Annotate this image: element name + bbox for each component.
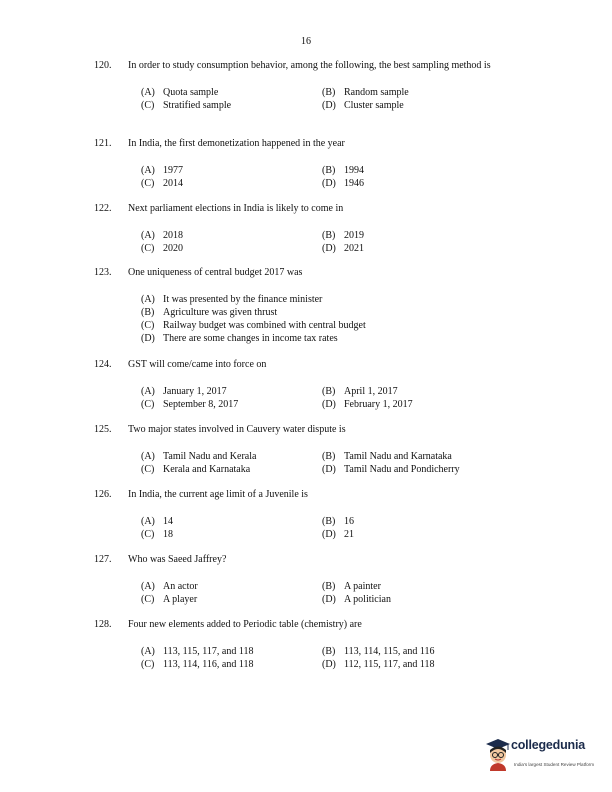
option-letter: (C)	[141, 399, 155, 410]
option-d	[322, 398, 503, 411]
option-text: 113, 114, 116, and 118	[163, 659, 254, 670]
options	[141, 580, 534, 606]
option-text: Stratified sample	[163, 100, 232, 111]
option-text: 14	[163, 516, 173, 527]
option-d	[322, 99, 503, 112]
option-d	[322, 528, 503, 541]
question-number: 128.	[94, 619, 112, 630]
collegedunia-logo[interactable]	[484, 737, 604, 773]
option-letter: (B)	[322, 581, 336, 592]
option-letter: (B)	[322, 230, 336, 241]
option-letter: (A)	[141, 646, 155, 657]
option-text: 18	[163, 529, 173, 540]
options	[141, 385, 534, 411]
options	[141, 515, 534, 541]
option-letter: (A)	[141, 294, 155, 305]
option-c	[141, 463, 322, 476]
options	[141, 293, 534, 345]
option-letter: (C)	[141, 529, 155, 540]
question-125	[94, 423, 534, 476]
option-text: 16	[344, 516, 354, 527]
options	[141, 86, 534, 112]
option-c	[141, 528, 322, 541]
option-c	[141, 177, 322, 190]
option-d	[322, 242, 503, 255]
option-letter: (D)	[141, 333, 155, 344]
option-c	[141, 658, 322, 671]
option-c	[141, 398, 322, 411]
option-letter: (D)	[322, 659, 336, 670]
option-text: An actor	[163, 581, 198, 592]
option-letter: (D)	[322, 594, 336, 605]
option-letter: (B)	[322, 451, 336, 462]
question-text: In order to study consumption behavior, among the following, the best sampling method is	[128, 60, 491, 71]
option-letter: (C)	[141, 464, 155, 475]
option-d	[322, 658, 503, 671]
option-a	[141, 86, 322, 99]
option-text: 21	[344, 529, 354, 540]
option-letter: (D)	[322, 243, 336, 254]
option-letter: (A)	[141, 386, 155, 397]
question-128	[94, 618, 534, 671]
question-number: 121.	[94, 138, 112, 149]
option-letter: (B)	[322, 165, 336, 176]
option-letter: (B)	[322, 386, 336, 397]
option-a	[141, 645, 322, 658]
question-124	[94, 358, 534, 411]
question-number: 123.	[94, 267, 112, 278]
option-text: Tamil Nadu and Karnataka	[344, 451, 452, 462]
question-text: In India, the current age limit of a Juvenile is	[128, 489, 308, 500]
question-121	[94, 137, 534, 190]
option-letter: (B)	[322, 87, 336, 98]
option-letter: (B)	[141, 307, 155, 318]
option-a	[141, 580, 322, 593]
option-letter: (D)	[322, 464, 336, 475]
option-a	[141, 164, 322, 177]
option-a	[141, 385, 322, 398]
question-number: 127.	[94, 554, 112, 565]
logo-tagline: India's largest Student Review Platform	[514, 762, 595, 767]
option-b	[322, 645, 503, 658]
logo-wordmark: collegedunia	[511, 738, 586, 752]
option-text: January 1, 2017	[163, 386, 227, 397]
option-letter: (A)	[141, 87, 155, 98]
question-120	[94, 59, 534, 112]
question-text: Next parliament elections in India is likely to come in	[128, 203, 344, 214]
option-text: A politician	[344, 594, 391, 605]
option-letter: (C)	[141, 100, 155, 111]
option-text: 2014	[163, 178, 183, 189]
option-text: A player	[163, 594, 198, 605]
option-c	[141, 242, 322, 255]
option-letter: (D)	[322, 529, 336, 540]
option-c	[141, 319, 471, 332]
option-letter: (B)	[322, 516, 336, 527]
option-text: 113, 114, 115, and 116	[344, 646, 435, 657]
question-127	[94, 553, 534, 606]
option-text: Cluster sample	[344, 100, 404, 111]
option-text: Tamil Nadu and Pondicherry	[344, 464, 460, 475]
option-text: 112, 115, 117, and 118	[344, 659, 435, 670]
question-number: 126.	[94, 489, 112, 500]
option-b	[322, 580, 503, 593]
option-a	[141, 515, 322, 528]
option-letter: (C)	[141, 178, 155, 189]
question-text: Two major states involved in Cauvery water dispute is	[128, 424, 346, 435]
option-text: 1946	[344, 178, 364, 189]
option-text: 1977	[163, 165, 183, 176]
option-text: 2021	[344, 243, 364, 254]
question-text: Who was Saeed Jaffrey?	[128, 554, 227, 565]
option-letter: (A)	[141, 230, 155, 241]
option-text: Quota sample	[163, 87, 219, 98]
option-text: 113, 115, 117, and 118	[163, 646, 254, 657]
option-d	[322, 463, 503, 476]
option-text: February 1, 2017	[344, 399, 413, 410]
option-b	[322, 515, 503, 528]
option-b	[322, 164, 503, 177]
mascot-icon	[484, 737, 512, 771]
option-b	[322, 385, 503, 398]
option-text: 2018	[163, 230, 183, 241]
question-number: 122.	[94, 203, 112, 214]
option-b	[141, 306, 471, 319]
option-text: There are some changes in income tax rates	[163, 333, 338, 344]
option-text: It was presented by the finance minister	[163, 294, 323, 305]
option-c	[141, 99, 322, 112]
option-b	[322, 450, 503, 463]
question-text: In India, the first demonetization happened in the year	[128, 138, 345, 149]
option-letter: (D)	[322, 178, 336, 189]
question-text: Four new elements added to Periodic table (chemistry) are	[128, 619, 362, 630]
option-text: A painter	[344, 581, 381, 592]
option-letter: (A)	[141, 581, 155, 592]
option-a	[141, 293, 471, 306]
options	[141, 450, 534, 476]
option-c	[141, 593, 322, 606]
question-123	[94, 266, 534, 345]
option-letter: (C)	[141, 320, 155, 331]
option-letter: (B)	[322, 646, 336, 657]
option-letter: (C)	[141, 243, 155, 254]
option-a	[141, 229, 322, 242]
option-d	[322, 593, 503, 606]
options	[141, 229, 534, 255]
option-letter: (C)	[141, 594, 155, 605]
page-number: 16	[301, 36, 311, 47]
option-letter: (A)	[141, 165, 155, 176]
question-text: One uniqueness of central budget 2017 was	[128, 267, 303, 278]
option-letter: (D)	[322, 399, 336, 410]
option-letter: (A)	[141, 516, 155, 527]
option-letter: (C)	[141, 659, 155, 670]
option-text: Random sample	[344, 87, 409, 98]
options	[141, 164, 534, 190]
question-126	[94, 488, 534, 541]
option-text: 1994	[344, 165, 364, 176]
options	[141, 645, 534, 671]
question-number: 125.	[94, 424, 112, 435]
option-d	[322, 177, 503, 190]
option-text: Kerala and Karnataka	[163, 464, 251, 475]
option-d	[141, 332, 471, 345]
option-b	[322, 229, 503, 242]
option-text: Agriculture was given thrust	[163, 307, 278, 318]
option-text: September 8, 2017	[163, 399, 239, 410]
option-text: 2019	[344, 230, 364, 241]
option-text: Railway budget was combined with central budget	[163, 320, 366, 331]
question-122	[94, 202, 534, 255]
option-letter: (D)	[322, 100, 336, 111]
option-text: 2020	[163, 243, 183, 254]
option-letter: (A)	[141, 451, 155, 462]
option-text: April 1, 2017	[344, 386, 398, 397]
option-b	[322, 86, 503, 99]
question-text: GST will come/came into force on	[128, 359, 267, 370]
question-number: 120.	[94, 60, 112, 71]
question-number: 124.	[94, 359, 112, 370]
option-text: Tamil Nadu and Kerala	[163, 451, 257, 462]
option-a	[141, 450, 322, 463]
